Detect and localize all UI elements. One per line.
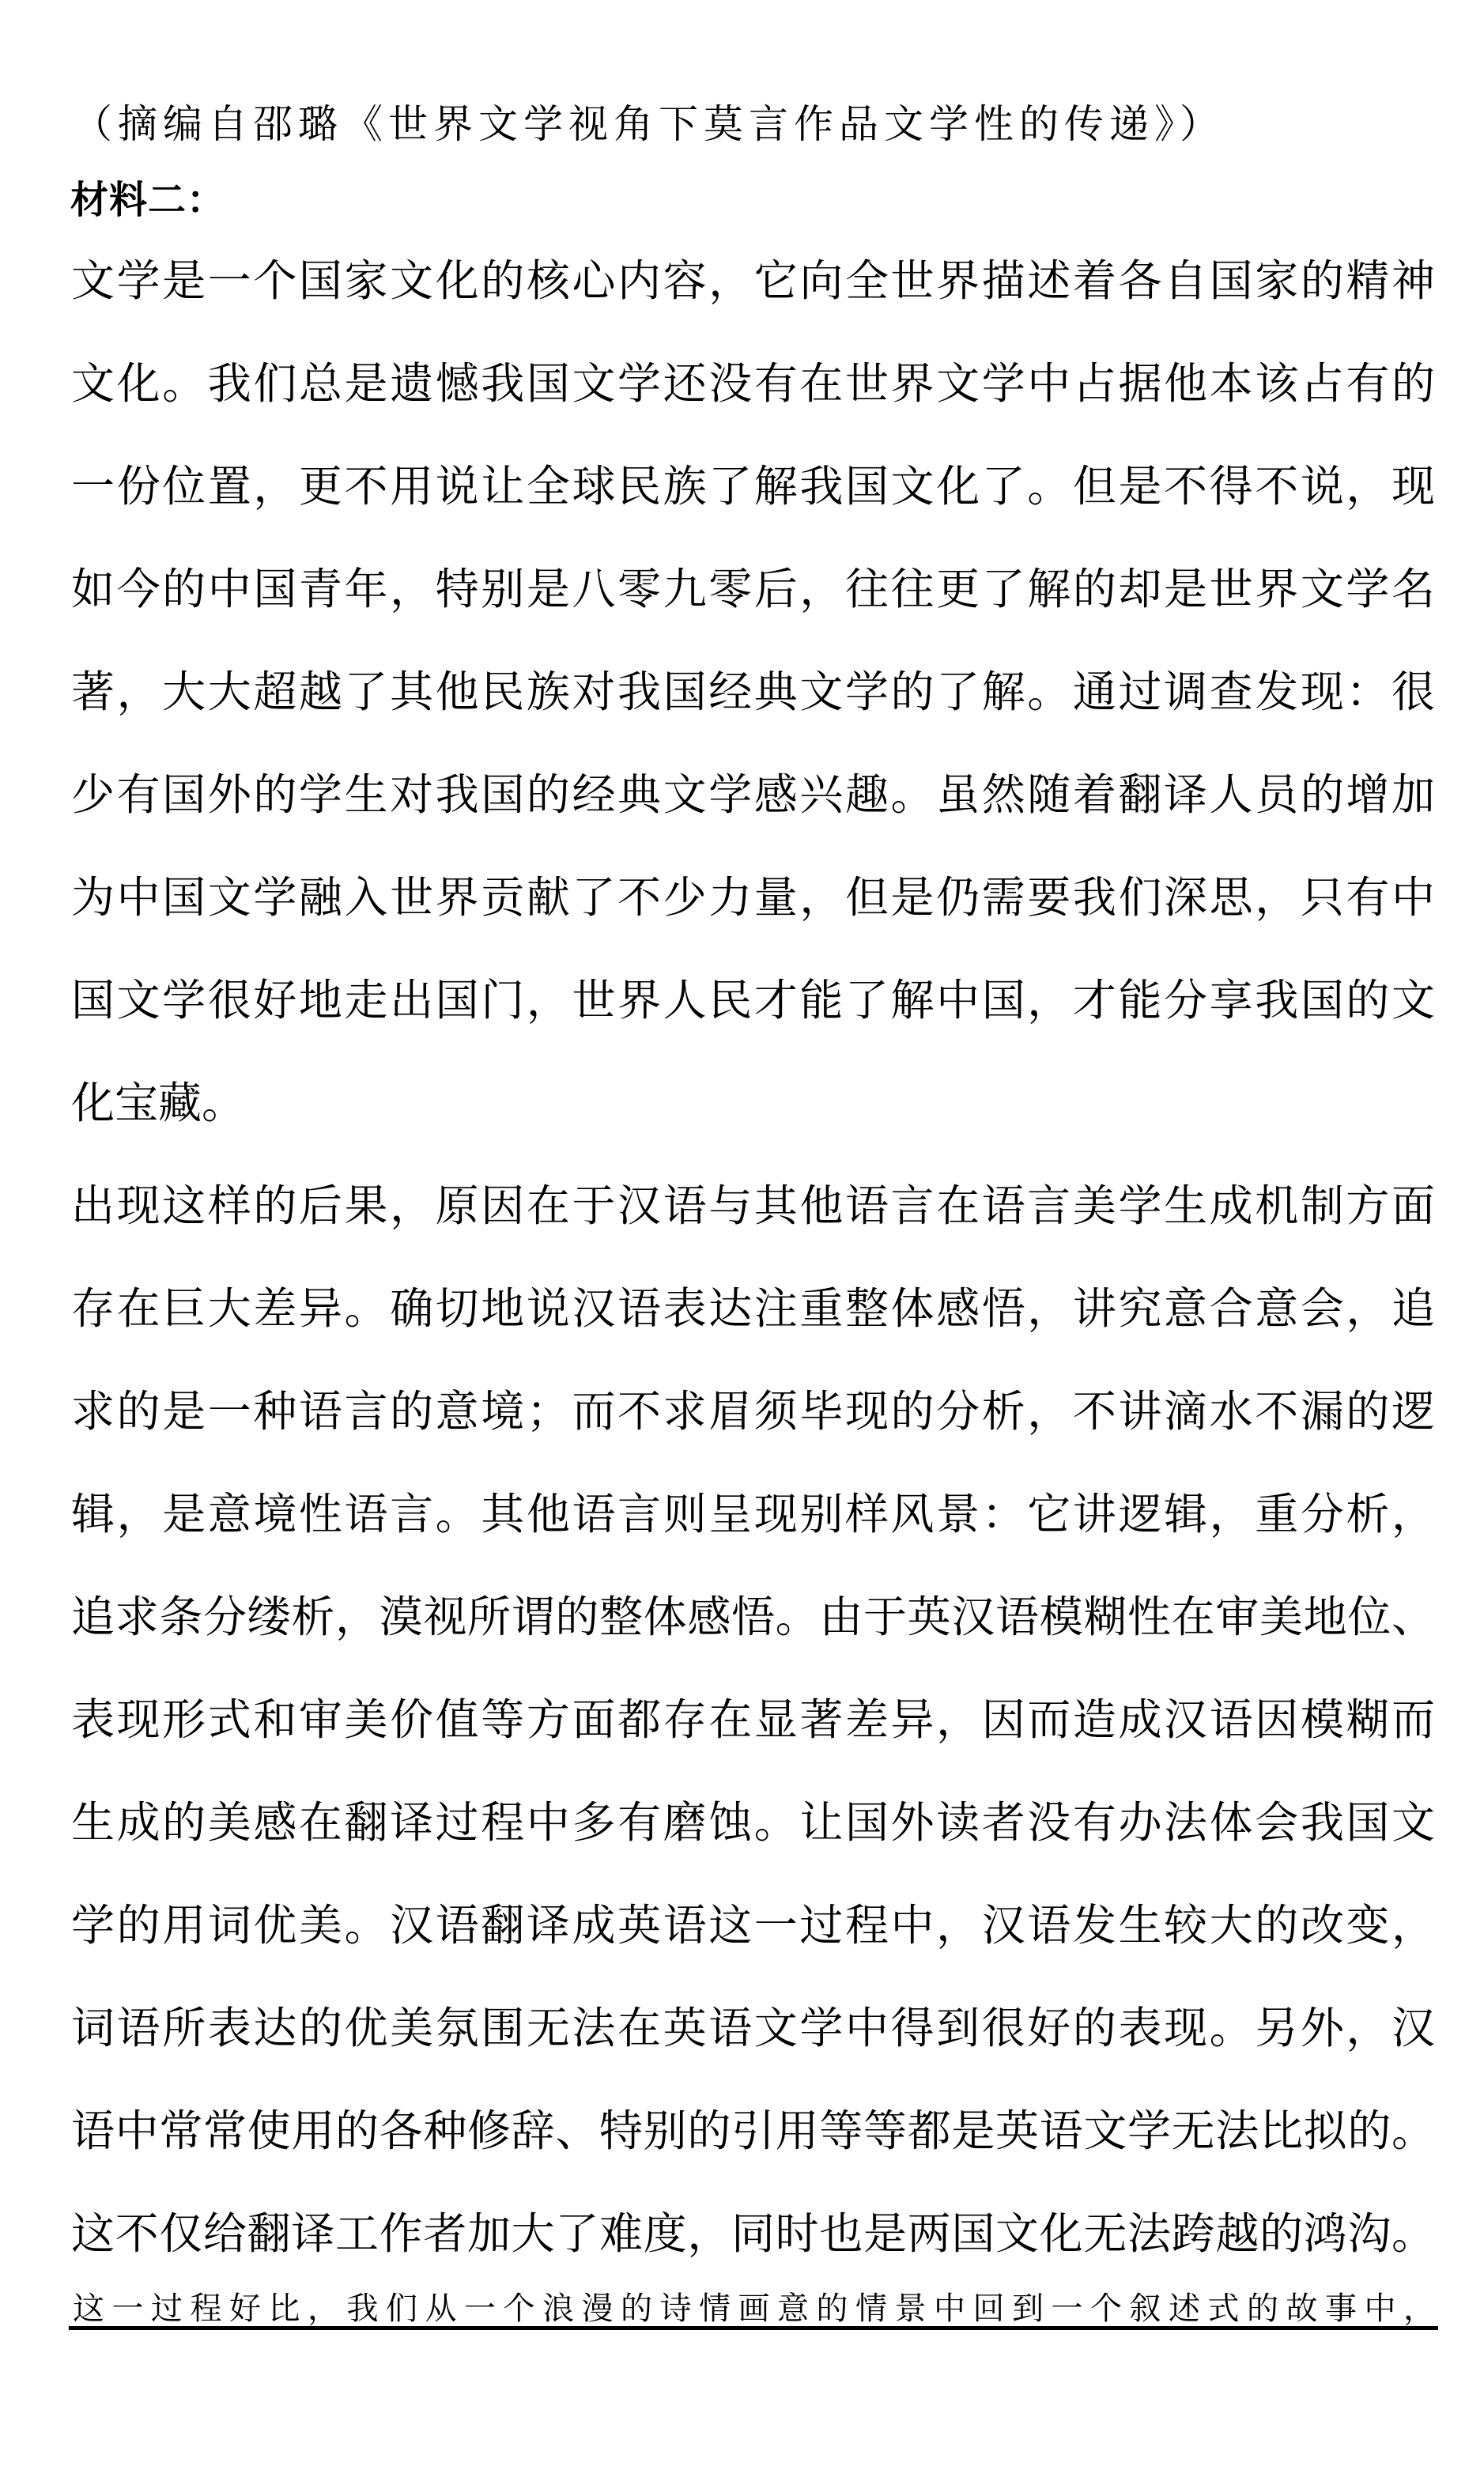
text-line: 这不仅给翻译工作者加大了难度，同时也是两国文化无法跨越的鸿沟。 bbox=[71, 2208, 1435, 2259]
text-line: 为中国文学融入世界贡献了不少力量，但是仍需要我们深思，只有中 bbox=[71, 872, 1435, 923]
text-line: 辑，是意境性语言。其他语言则呈现别样风景：它讲逻辑，重分析， bbox=[71, 1489, 1435, 1539]
text-line-last: 化宝藏。 bbox=[71, 1078, 246, 1128]
text-line: 文学是一个国家文化的核心内容，它向全世界描述着各自国家的精神 bbox=[71, 255, 1435, 306]
text-line: 生成的美感在翻译过程中多有磨蚀。让国外读者没有办法体会我国文 bbox=[71, 1797, 1435, 1848]
text-line: 少有国外的学生对我国的经典文学感兴趣。虽然随着翻译人员的增加 bbox=[71, 769, 1435, 820]
text-line: 一份位置，更不用说让全球民族了解我国文化了。但是不得不说，现 bbox=[71, 461, 1435, 512]
section-heading-material-two: 材料二： bbox=[70, 178, 226, 222]
text-line: 学的用词优美。汉语翻译成英语这一过程中，汉语发生较大的改变， bbox=[71, 1900, 1435, 1951]
text-line: 求的是一种语言的意境；而不求眉须毕现的分析，不讲滴水不漏的逻 bbox=[71, 1386, 1435, 1437]
source-citation: （摘编自邵璐《世界文学视角下莫言作品文学性的传递》） bbox=[73, 101, 1225, 147]
trailing-line-text: 这一过程好比，我们从一个浪漫的诗情画意的情景中回到一个叙述式的故事中， bbox=[73, 2291, 1443, 2327]
paragraph-1 bbox=[71, 229, 1435, 1154]
text-line: 如今的中国青年，特别是八零九零后，往往更了解的却是世界文学名 bbox=[71, 564, 1435, 614]
text-line: 著，大大超越了其他民族对我国经典文学的了解。通过调查发现：很 bbox=[71, 667, 1435, 717]
text-line: 表现形式和审美价值等方面都存在显著差异，因而造成汉语因模糊而 bbox=[71, 1694, 1435, 1745]
text-line: 语中常常使用的各种修辞、特别的引用等等都是英语文学无法比拟的。 bbox=[71, 2106, 1435, 2156]
text-line: 出现这样的后果，原因在于汉语与其他语言在语言美学生成机制方面 bbox=[71, 1180, 1435, 1231]
paragraph-2 bbox=[71, 1154, 1435, 2285]
text-line: 词语所表达的优美氛围无法在英语文学中得到很好的表现。另外，汉 bbox=[71, 2003, 1435, 2053]
underlined-trailing-line bbox=[69, 2291, 1443, 2330]
body-text bbox=[71, 229, 1435, 2285]
text-line: 追求条分缕析，漠视所谓的整体感悟。由于英汉语模糊性在审美地位、 bbox=[71, 1592, 1435, 1642]
text-line: 国文学很好地走出国门，世界人民才能了解中国，才能分享我国的文 bbox=[71, 975, 1435, 1025]
text-line: 文化。我们总是遗憾我国文学还没有在世界文学中占据他本该占有的 bbox=[71, 358, 1435, 409]
text-line: 存在巨大差异。确切地说汉语表达注重整体感悟，讲究意合意会，追 bbox=[71, 1283, 1435, 1334]
